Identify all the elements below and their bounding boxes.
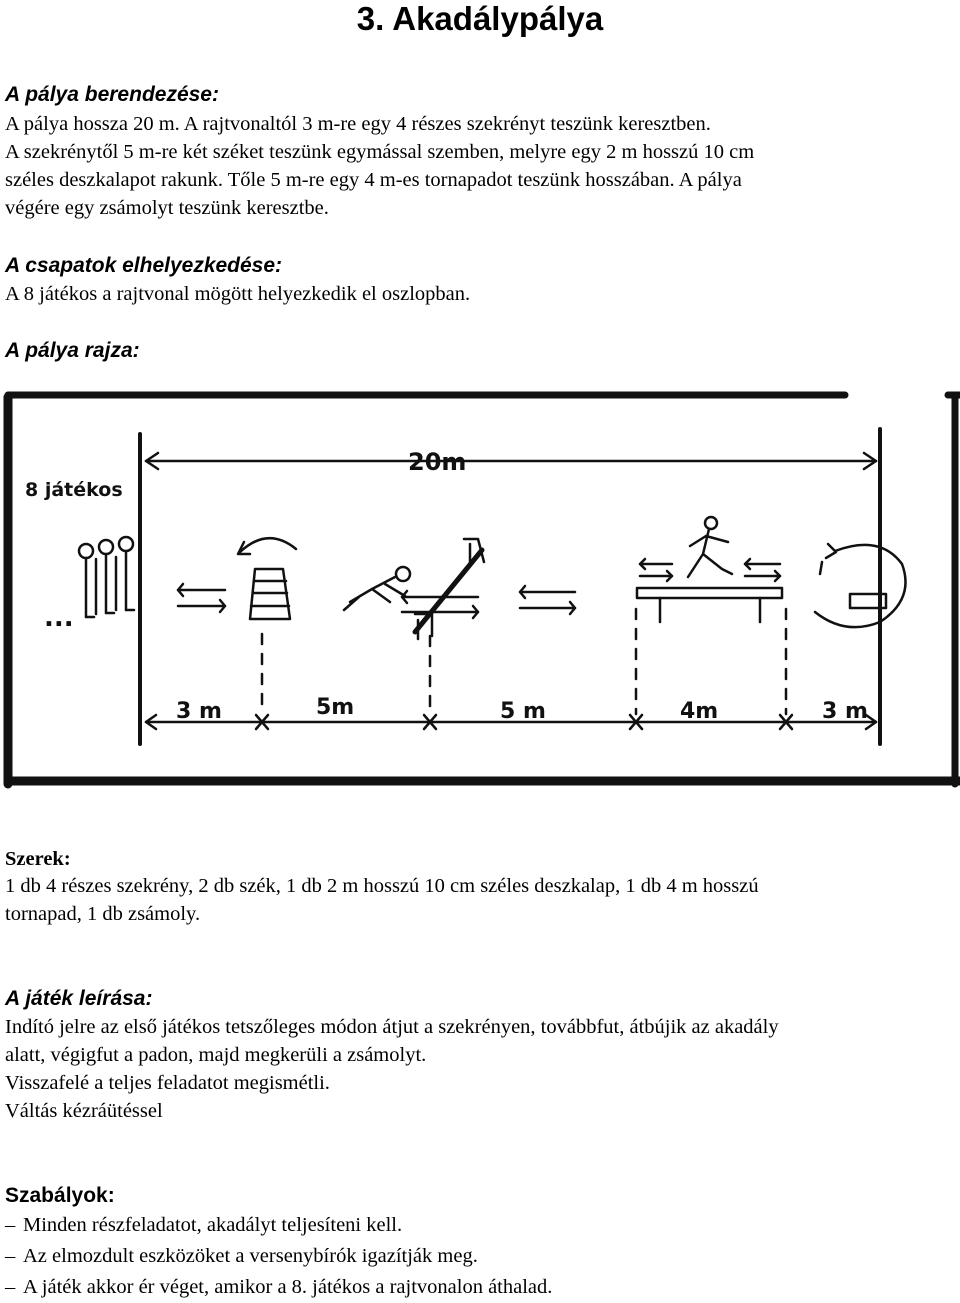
arrow-pair: [520, 586, 575, 614]
players-label: 8 játékos: [25, 479, 123, 501]
rule-dash: –: [5, 1276, 16, 1298]
rule-item: [5, 1210, 552, 1241]
segment-label: 4m: [680, 699, 719, 724]
vault-box: [238, 538, 296, 619]
setup-text: [5, 110, 945, 222]
setup-line: széles deszkalapot rakunk. Tőle 5 m-re egy 4 m-es tornapadot teszünk hosszában. A pálya: [5, 169, 742, 191]
description-heading: A játék leírása:: [5, 987, 153, 1010]
equipment-line: 1 db 4 részes szekrény, 2 db szék, 1 db 2 m hosszú 10 cm széles deszkalap, 1 db 4 m hosszú: [5, 875, 759, 897]
description-line: Visszafelé a teljes feladatot megismétli.: [5, 1072, 330, 1094]
description-line: Váltás kézráütéssel: [5, 1100, 163, 1122]
course-diagram: [0, 384, 960, 794]
segment-label: 3 m: [176, 699, 222, 724]
players-group: [79, 537, 134, 617]
crawling-figure: [344, 567, 410, 610]
description-text: [5, 1013, 945, 1125]
players-ellipsis: ...: [44, 603, 74, 633]
equipment-text: [5, 872, 945, 928]
segment-label: 5m: [316, 695, 355, 720]
rule-dash: –: [5, 1214, 16, 1236]
rule-text: Minden részfeladatot, akadályt teljesíteni kell.: [23, 1214, 403, 1236]
rule-item: [5, 1272, 552, 1303]
rules-heading: Szabályok:: [5, 1184, 115, 1207]
total-length-dimension: [146, 453, 876, 469]
teams-line: A 8 játékos a rajtvonal mögött helyezkedik el oszlopban.: [5, 283, 471, 305]
total-length-label: 20m: [408, 448, 467, 476]
setup-line: A szekrénytől 5 m-re két széket teszünk egymással szemben, melyre egy 2 m hosszú 10 cm: [5, 141, 755, 163]
stool-loop: [815, 544, 906, 627]
segment-label: 5 m: [500, 699, 546, 724]
rule-dash: –: [5, 1245, 16, 1267]
drawing-heading: A pálya rajza:: [5, 339, 140, 362]
description-line: alatt, végigfut a padon, majd megkerüli a zsámolyt.: [5, 1044, 427, 1066]
teams-heading: A csapatok elhelyezkedése:: [5, 254, 283, 277]
bench: [637, 517, 782, 622]
setup-heading: A pálya berendezése:: [5, 83, 219, 106]
rule-item: [5, 1241, 552, 1272]
equipment-heading: Szerek:: [5, 848, 71, 870]
plank-obstacle: [402, 539, 484, 639]
rules-list: [5, 1210, 552, 1303]
arrow-pair: [178, 584, 225, 612]
rule-text: A játék akkor ér véget, amikor a 8. játékos a rajtvonalon áthalad.: [23, 1276, 553, 1298]
equipment-line: tornapad, 1 db zsámoly.: [5, 903, 201, 925]
teams-text: [5, 280, 945, 308]
page-title: 3. Akadálypálya: [356, 0, 604, 37]
setup-line: végére egy zsámolyt teszünk keresztbe.: [5, 197, 329, 219]
setup-line: A pálya hossza 20 m. A rajtvonaltól 3 m-re egy 4 részes szekrényt teszünk keresztben.: [5, 113, 711, 135]
description-line: Indító jelre az első játékos tetszőleges módon átjut a szekrényen, továbbfut, átbújik az akadály: [5, 1016, 779, 1038]
segment-label: 3 m: [822, 699, 868, 724]
rule-text: Az elmozdult eszközöket a versenybírók igazítják meg.: [23, 1245, 478, 1267]
